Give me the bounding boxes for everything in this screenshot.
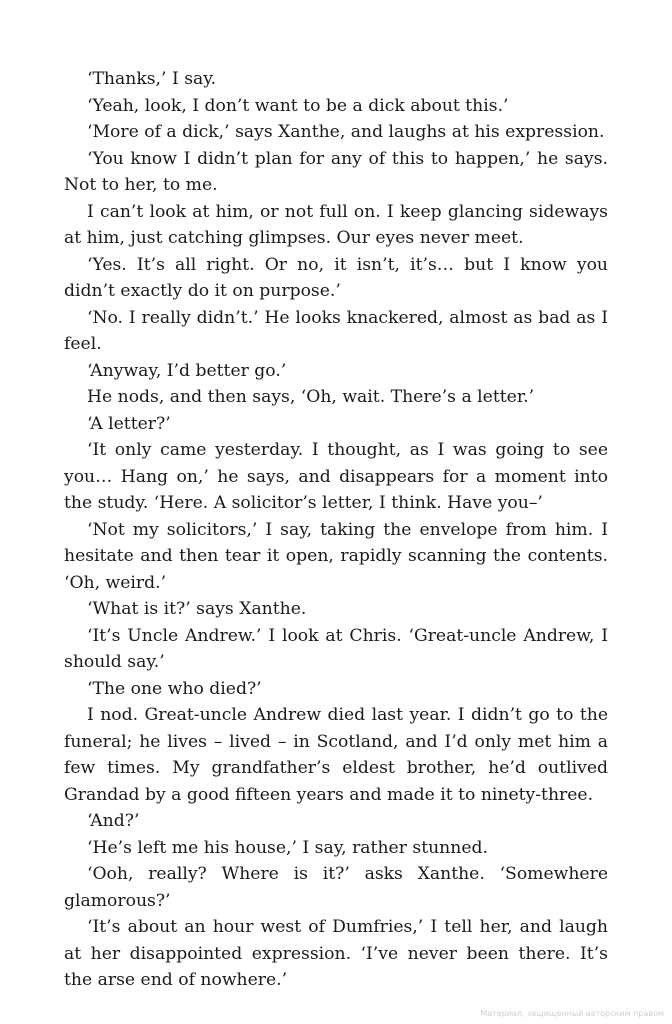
paragraph: ‘It’s Uncle Andrew.’ I look at Chris. ‘Great-uncle Andrew, I should say.’ bbox=[64, 625, 608, 672]
paragraph: He nods, and then says, ‘Oh, wait. There’s a letter.’ bbox=[87, 387, 535, 407]
paragraph: ‘Anyway, I’d better go.’ bbox=[87, 360, 287, 381]
paragraph: ‘More of a dick,’ says Xanthe, and laughs at his expression. bbox=[87, 122, 605, 142]
paragraph: ‘A letter?’ bbox=[87, 413, 171, 434]
book-page-text bbox=[64, 66, 608, 994]
paragraph: ‘Ooh, really? Where is it?’ asks Xanthe. ‘Somewhere glamorous?’ bbox=[64, 864, 608, 911]
paragraph: ‘Thanks,’ I say. bbox=[87, 69, 217, 89]
paragraph: ‘No. I really didn’t.’ He looks knackered, almost as bad as I feel. bbox=[64, 307, 608, 354]
paragraph: I can’t look at him, or not full on. I keep glancing sideways at him, just catching glimpses. Our eyes never meet. bbox=[64, 201, 608, 248]
paragraph: ‘You know I didn’t plan for any of this to happen,’ he says. Not to her, to me. bbox=[64, 148, 608, 195]
paragraph: ‘The one who died?’ bbox=[87, 678, 262, 699]
copyright-watermark: Материал, защищенный авторским правом bbox=[480, 1009, 664, 1018]
paragraph: I nod. Great-uncle Andrew died last year. I didn’t go to the funeral; he lives – lived – in Scotland, and I’d only met him a few times. My grandfather’s eldest brother, he’d outlived Grandad by a good fifteen years and made it to ninety-three. bbox=[64, 705, 608, 805]
paragraph: ‘It’s about an hour west of Dumfries,’ I tell her, and laugh at her disappointed expression. ‘I’ve never been there. It’s the arse end of nowhere.’ bbox=[64, 917, 608, 990]
paragraph: ‘Yeah, look, I don’t want to be a dick about this.’ bbox=[87, 95, 509, 116]
paragraph: ‘Not my solicitors,’ I say, taking the envelope from him. I hesitate and then tear it open, rapidly scanning the contents. ‘Oh, weird.’ bbox=[64, 519, 608, 593]
paragraph: ‘Yes. It’s all right. Or no, it isn’t, it’s… but I know you didn’t exactly do it on purpose.’ bbox=[64, 254, 608, 301]
paragraph: ‘He’s left me his house,’ I say, rather stunned. bbox=[87, 837, 488, 858]
paragraph: ‘And?’ bbox=[87, 811, 140, 831]
paragraph: ‘It only came yesterday. I thought, as I was going to see you… Hang on,’ he says, and disappears for a moment into the study. ‘Here. A solicitor’s letter, I think. Have you–’ bbox=[64, 440, 608, 513]
paragraph: ‘What is it?’ says Xanthe. bbox=[87, 599, 307, 619]
